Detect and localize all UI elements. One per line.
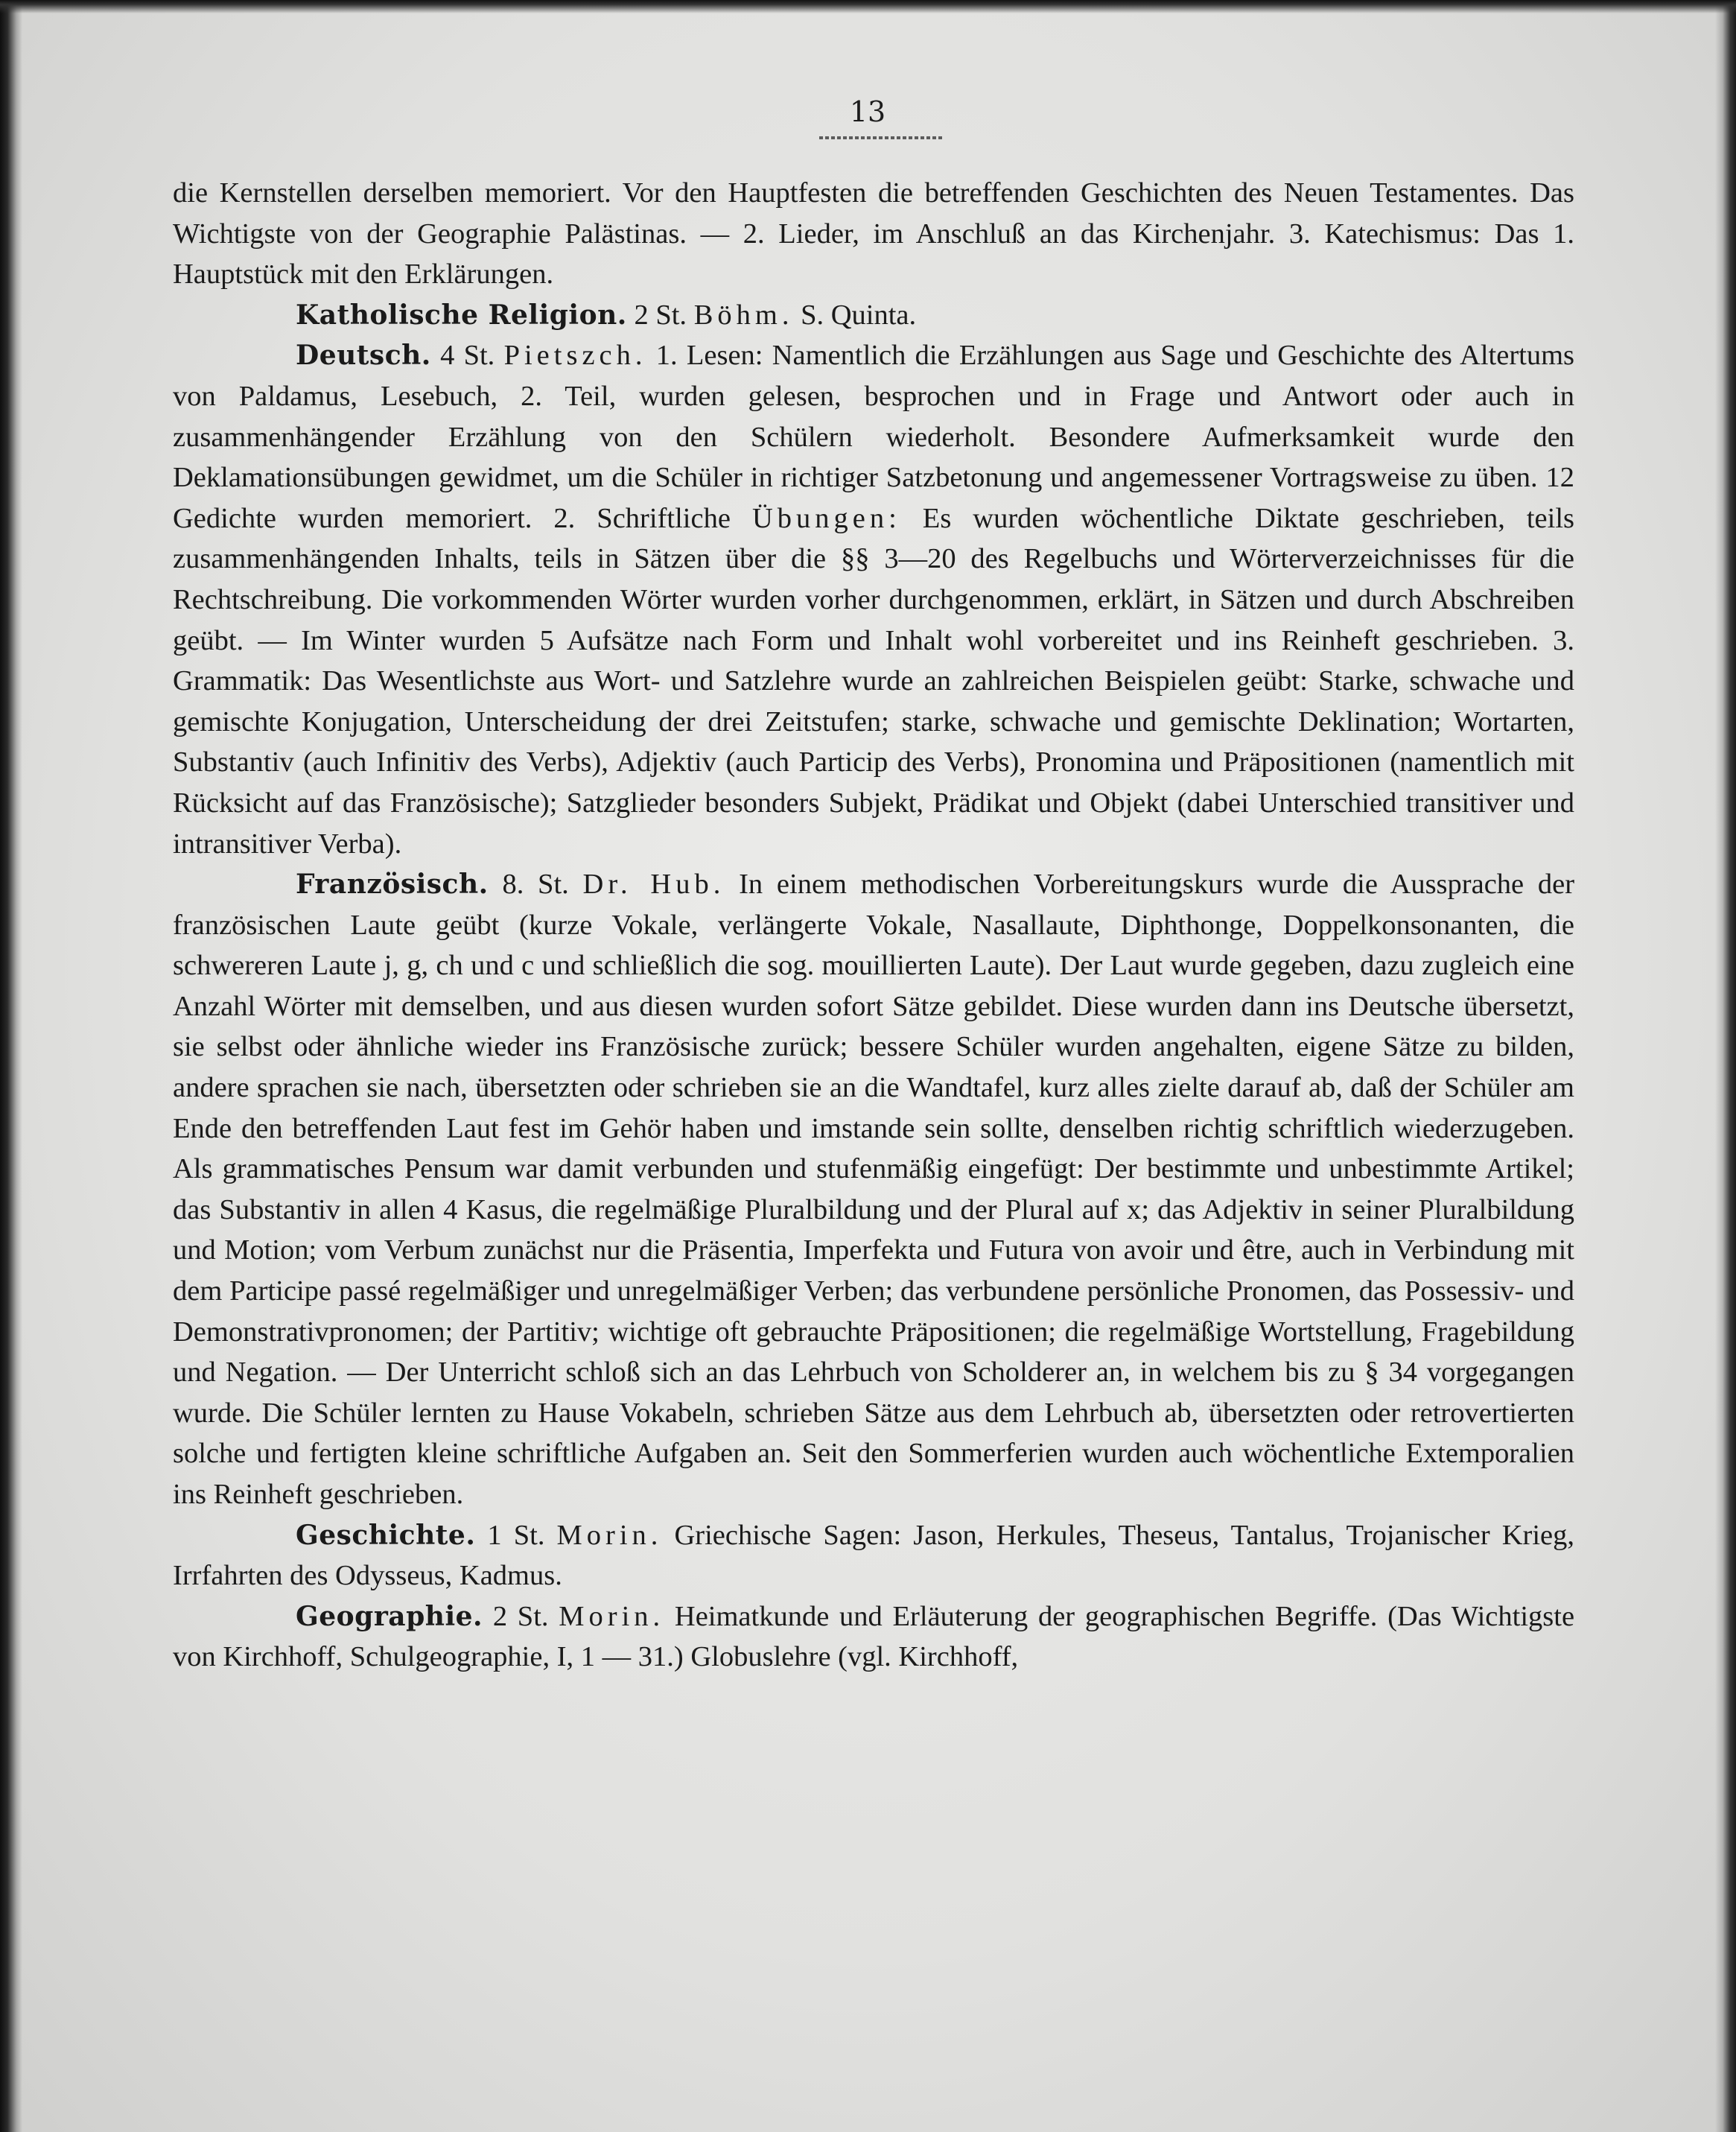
section-heading: Geschichte. bbox=[296, 1519, 476, 1551]
section-text: Griechische Sagen: Jason, Herkules, Theseus, Tantalus, Trojanischer Krieg, Irrfahrten des Odysseus, Kadmus. bbox=[173, 1519, 1574, 1592]
section-text: Heimatkunde und Erläuterung der geographischen Begriffe. (Das Wichtigste von Kirchhoff, Schulgeographie, I, 1 — 31.) Globuslehre (vgl. Kirchhoff, bbox=[173, 1600, 1575, 1673]
section-geschichte bbox=[173, 1515, 1574, 1596]
section-teacher: Böhm. bbox=[693, 299, 794, 331]
section-text: S. Quinta. bbox=[801, 299, 917, 331]
section-hours: 4 St. bbox=[440, 340, 495, 372]
top-scan-edge bbox=[0, 0, 1736, 13]
page-number: 13 bbox=[849, 95, 886, 128]
section-hours: 2 St. bbox=[634, 299, 687, 331]
section-heading: Französisch. bbox=[296, 869, 489, 901]
section-hours: 2 St. bbox=[492, 1600, 549, 1632]
section-katholische-religion bbox=[173, 295, 1574, 336]
section-deutsch bbox=[173, 335, 1574, 864]
section-text: 1. Lesen: Namentlich die Erzählungen aus Sage und Geschichte des Altertums von Paldamus, Lesebuch, 2. Teil, wurden gelesen, besprochen und in Frage und Antwort oder auch in zusammenhängender Erzählung von den Schülern wiederholt. Besondere Aufmerksamkeit wurde den Deklamationsübungen gewidmet, um die Schüler in richtiger Satzbetonung und angemessener Vortragsweise zu üben. 12 Gedichte wurden memoriert. 2. Schriftliche bbox=[173, 340, 1575, 534]
section-geographie bbox=[173, 1596, 1574, 1678]
left-scan-edge bbox=[0, 0, 22, 2132]
intro-paragraph: die Kernstellen derselben memoriert. Vor den Hauptfesten die betreffenden Geschichten des Neuen Testamentes. Das Wichtigste von der Geographie Palästinas. — 2. Lieder, im Anschluß an das Kirchenjahr. 3. Katechismus: Das 1. Hauptstück mit den Erklärungen. bbox=[173, 177, 1574, 291]
section-heading: Deutsch. bbox=[296, 340, 431, 372]
section-teacher: Morin. bbox=[556, 1519, 663, 1551]
section-hours: 1 St. bbox=[487, 1519, 545, 1551]
body-text bbox=[173, 173, 1574, 1678]
section-text: In einem methodischen Vorbereitungskurs wurde die Aussprache der französischen Laute geübt (kurze Vokale, verlängerte Vokale, Nasallaute, Diphthonge, Doppelkonsonanten, die schwereren Laute j, g, ch und c und schließlich die sog. mouillierten Laute). Der Laut wurde gegeben, dazu zugleich eine Anzahl Wörter mit demselben, und aus diesen wurden sofort Sätze gebildet. Diese wurden dann ins Deutsche übersetzt, sie selbst oder ähnliche wieder ins Französische zurück; bessere Schüler wurden angehalten, eigene Sätze zu bilden, andere sprachen sie nach, übersetzten oder schrieben sie an die Wandtafel, kurz alles zielte darauf ab, daß der Schüler am Ende den betreffenden Laut fest im Gehör haben und imstande sein sollte, denselben richtig schriftlich wiederzugeben. Als grammatisches Pensum war damit verbunden und stufenmäßig eingefügt: Der bestimmte und unbestimmte Artikel; das Substantiv in allen 4 Kasus, die regelmäßige Pluralbildung und der Plural auf x; das Adjektiv in seiner Pluralbildung und Motion; vom Verbum zunächst nur die Präsentia, Imperfekta und Futura von avoir und être, auch in Verbindung mit dem Participe passé regelmäßiger und unregelmäßiger Verben; das verbundene persönliche Pronomen, das Possessiv- und Demonstrativpronomen; der Partitiv; wichtige oft gebrauchte Präpositionen; die regelmäßige Wortstellung, Fragebildung und Negation. — Der Unterricht schloß sich an das Lehrbuch von Scholderer an, in welchem bis zu § 34 vorgegangen wurde. Die Schüler lernten zu Hause Vokabeln, schrieben Sätze aus dem Lehrbuch ab, übersetzten oder retrovertierten solche und fertigten kleine schriftliche Aufgaben an. Seit den Sommerferien wurden auch wöchentliche Extemporalien ins Reinheft geschrieben. bbox=[173, 869, 1575, 1510]
section-text-continued: Es wurden wöchentliche Diktate geschrieben, teils zusammenhängenden Inhalts, teils in Sätzen über die §§ 3—20 des Regelbuchs und Wörterverzeichnisses für die Rechtschreibung. Die vorkommenden Wörter wurden vorher durchgenommen, erklärt, in Sätzen und durch Abschreiben geübt. — Im Winter wurden 5 Aufsätze nach Form und Inhalt wohl vorbereitet und ins Reinheft geschrieben. 3. Grammatik: Das Wesentlichste aus Wort- und Satzlehre wurde an zahlreichen Beispielen geübt: Starke, schwache und gemischte Konjugation, Unterscheidung der drei Zeitstufen; starke, schwache und gemischte Deklination; Wortarten, Substantiv (auch Infinitiv des Verbs), Adjektiv (auch Particip des Verbs), Pronomina und Präpositionen (namentlich mit Rücksicht auf das Französische); Satzglieder besonders Subjekt, Prädikat und Objekt (dabei Unterschied transitiver und intransitiver Verba). bbox=[173, 502, 1575, 860]
section-heading: Geographie. bbox=[296, 1600, 483, 1632]
section-heading: Katholische Religion. bbox=[296, 299, 627, 331]
section-teacher: Pietszch. bbox=[503, 340, 647, 372]
section-hours: 8. St. bbox=[502, 869, 569, 901]
section-teacher: Morin. bbox=[559, 1600, 665, 1632]
right-scan-edge bbox=[1714, 0, 1736, 2132]
spaced-term: Übungen: bbox=[751, 502, 901, 534]
section-teacher: Dr. Hub. bbox=[582, 869, 725, 901]
page-number-rule bbox=[819, 136, 942, 139]
section-franzoesisch bbox=[173, 864, 1574, 1515]
